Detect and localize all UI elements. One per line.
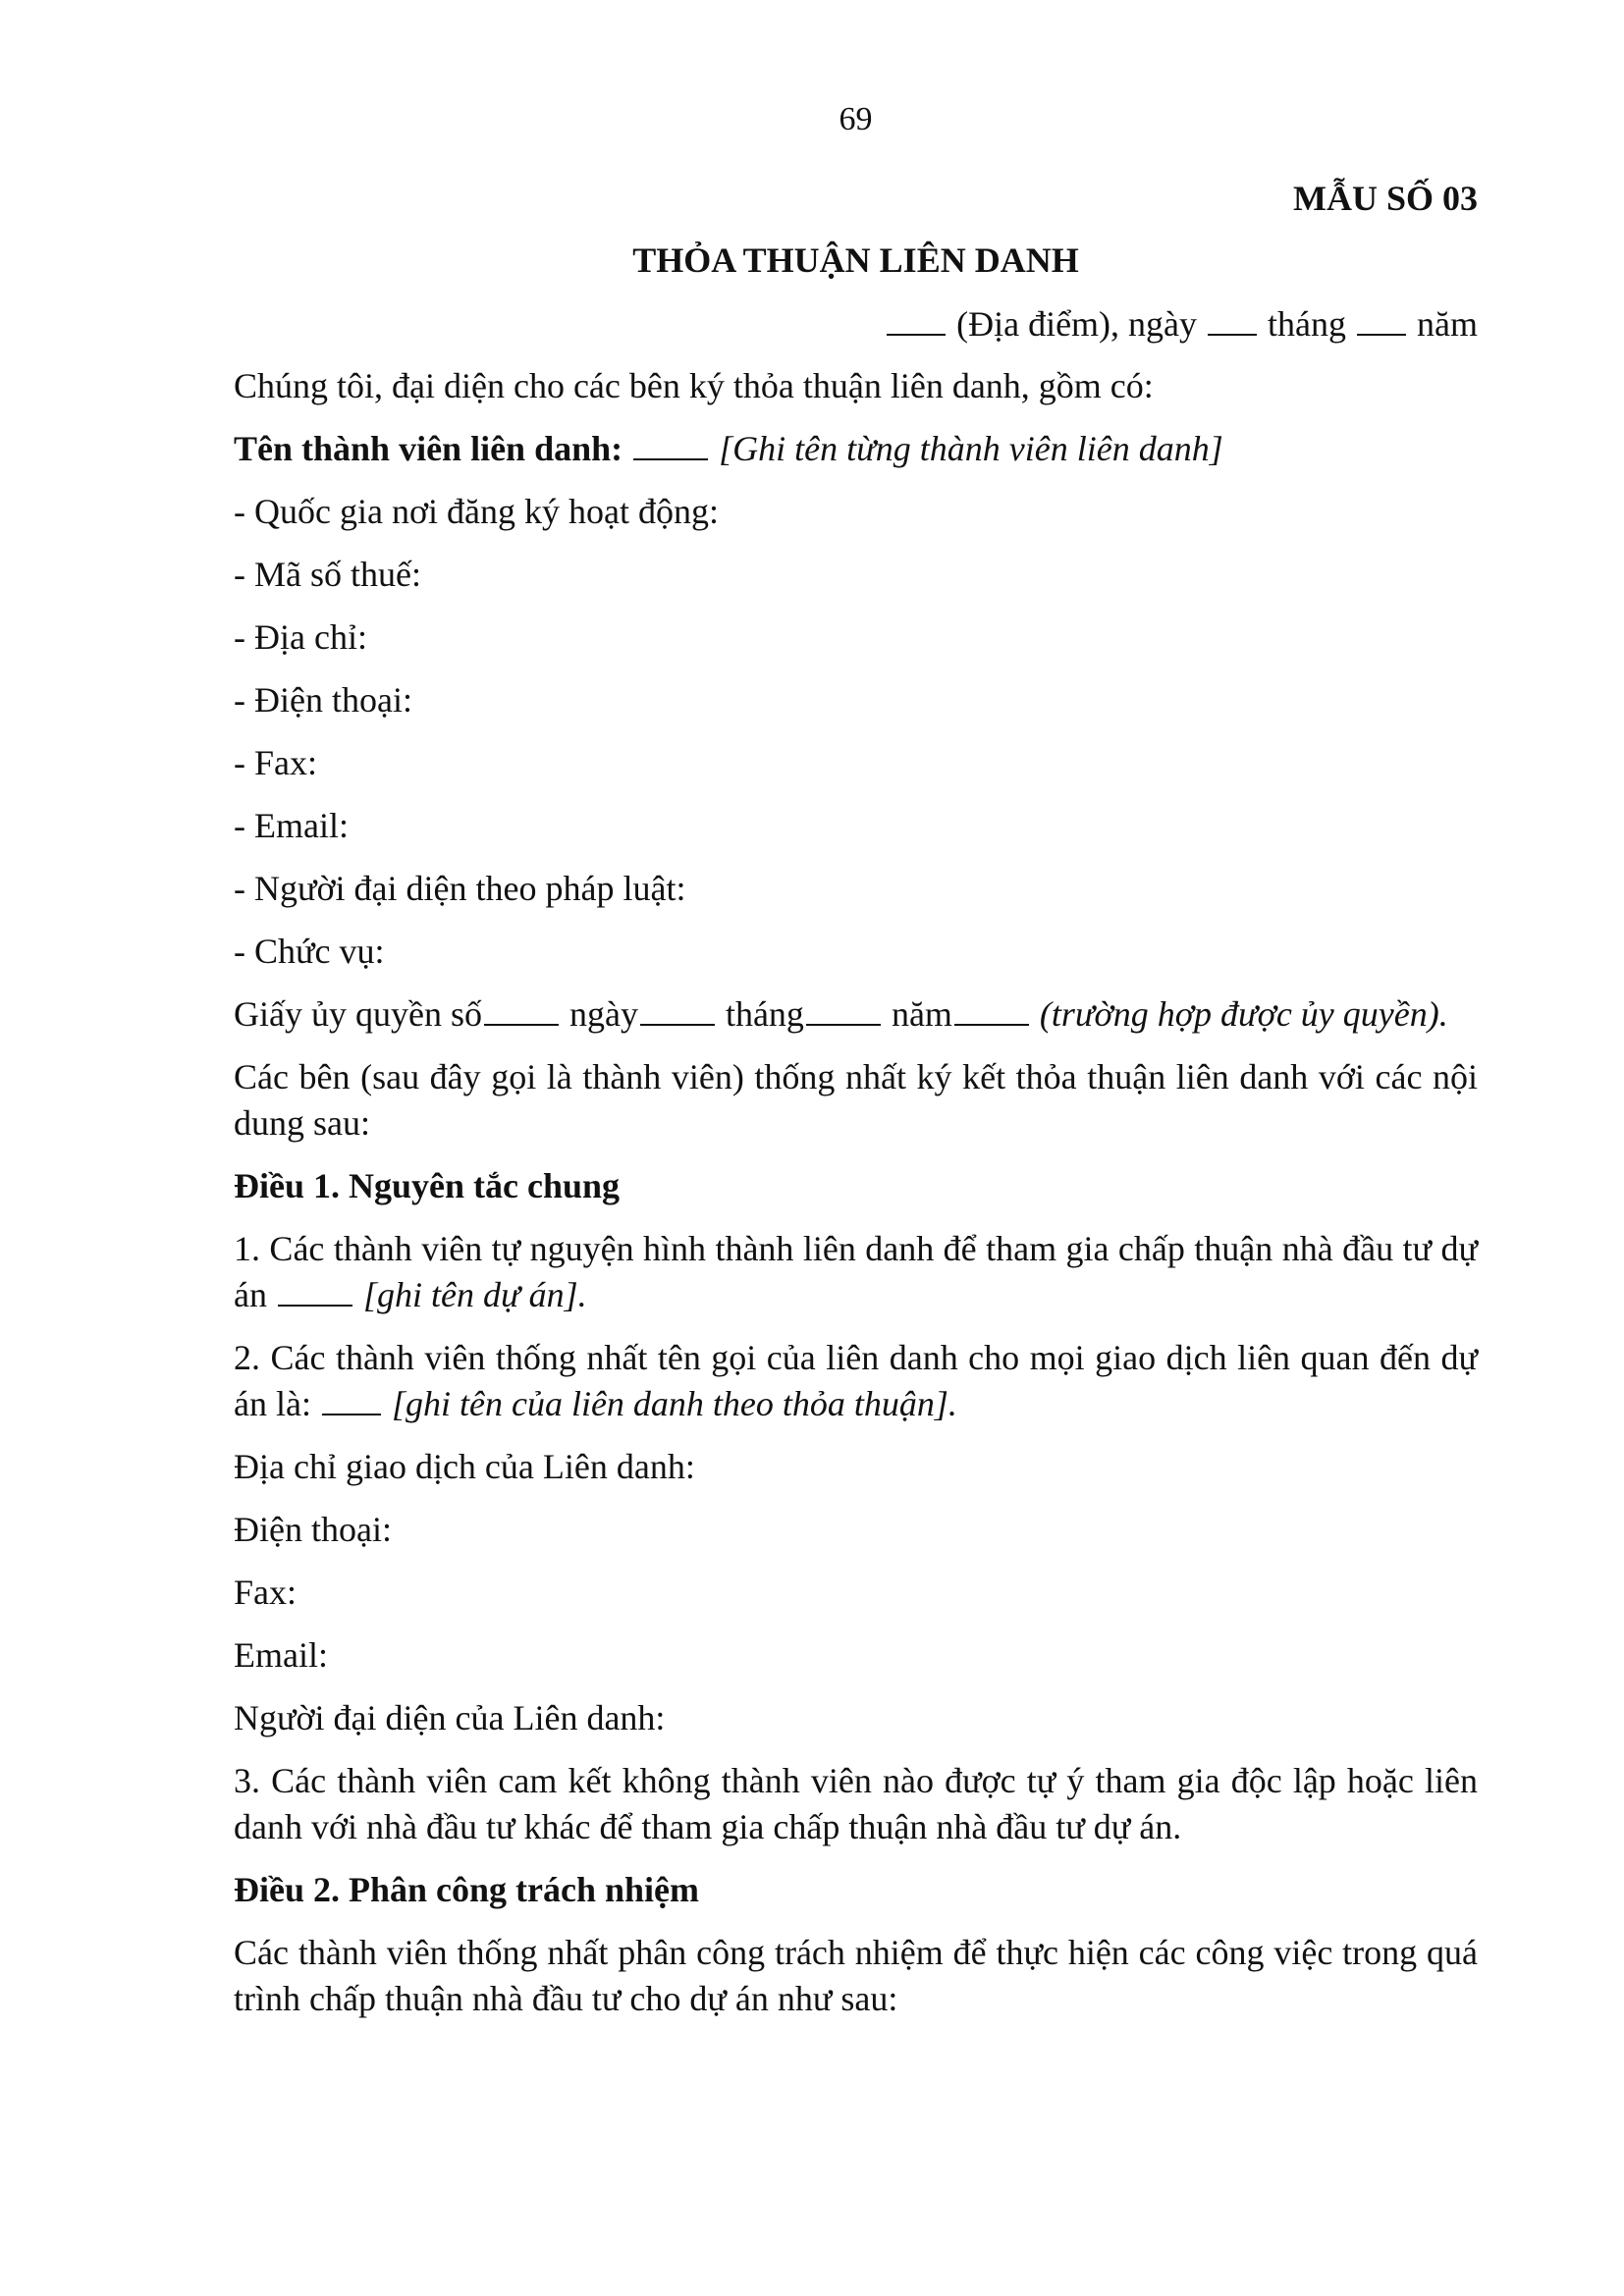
article1-item2-text: 2. Các thành viên thống nhất tên gọi của liên danh cho mọi giao dịch liên quan đến dự án là: xyxy=(234,1338,1478,1423)
day-blank xyxy=(1208,333,1257,336)
authorization-year-blank xyxy=(954,1023,1029,1026)
article1-item1 xyxy=(234,1226,1478,1318)
page-number: 69 xyxy=(839,101,873,137)
authorization-month: tháng xyxy=(725,994,804,1034)
article1-item2-hint: [ghi tên của liên danh theo thỏa thuận]. xyxy=(391,1384,957,1423)
document-body xyxy=(234,363,1478,2039)
authorization-number-blank xyxy=(484,1023,559,1026)
dateline-year: năm xyxy=(1417,304,1478,344)
authorization-day: ngày xyxy=(568,994,638,1034)
agreement-intro: Các bên (sau đây gọi là thành viên) thống nhất ký kết thỏa thuận liên danh với các nội dung sau: xyxy=(234,1057,1478,1143)
authorization-line xyxy=(234,991,1478,1038)
dateline-month: tháng xyxy=(1268,304,1347,344)
article1-item1-text: 1. Các thành viên tự nguyện hình thành liên danh để tham gia chấp thuận nhà đầu tư dự án xyxy=(234,1229,1478,1314)
jv-field-email: Email: xyxy=(234,1635,328,1675)
member-field-email: - Email: xyxy=(234,806,349,845)
jv-field-address: Địa chỉ giao dịch của Liên danh: xyxy=(234,1447,695,1486)
month-blank xyxy=(1357,333,1406,336)
article1-item2 xyxy=(234,1335,1478,1427)
article2-heading: Điều 2. Phân công trách nhiệm xyxy=(234,1870,700,1909)
member-name-line xyxy=(234,426,1478,472)
member-name-hint: [Ghi tên từng thành viên liên danh] xyxy=(719,429,1223,468)
page-title: THỎA THUẬN LIÊN DANH xyxy=(632,240,1079,280)
article2-text: Các thành viên thống nhất phân công trách nhiệm để thực hiện các công việc trong quá trình chấp thuận nhà đầu tư cho dự án như sau: xyxy=(234,1933,1478,2018)
jv-field-representative: Người đại diện của Liên danh: xyxy=(234,1698,666,1737)
authorization-day-blank xyxy=(640,1023,715,1026)
article1-heading: Điều 1. Nguyên tắc chung xyxy=(234,1166,621,1205)
jv-field-fax: Fax: xyxy=(234,1573,298,1612)
member-name-label: Tên thành viên liên danh: xyxy=(234,429,623,468)
place-blank xyxy=(887,333,946,336)
authorization-year: năm xyxy=(891,994,952,1034)
member-field-position: - Chức vụ: xyxy=(234,932,385,971)
member-field-address: - Địa chỉ: xyxy=(234,617,367,657)
member-field-tax-code: - Mã số thuế: xyxy=(234,555,421,594)
jv-field-phone: Điện thoại: xyxy=(234,1510,392,1549)
dateline-place: (Địa điểm), ngày xyxy=(956,304,1198,344)
intro-paragraph: Chúng tôi, đại diện cho các bên ký thỏa thuận liên danh, gồm có: xyxy=(234,366,1154,405)
member-field-country: - Quốc gia nơi đăng ký hoạt động: xyxy=(234,492,719,531)
article1-item1-hint: [ghi tên dự án]. xyxy=(362,1275,587,1314)
document-page xyxy=(234,0,1478,2296)
authorization-label: Giấy ủy quyền số xyxy=(234,994,482,1034)
member-name-blank xyxy=(633,457,708,460)
project-name-blank xyxy=(278,1304,352,1307)
dateline xyxy=(885,302,1478,346)
member-field-phone: - Điện thoại: xyxy=(234,680,412,720)
form-code: MẪU SỐ 03 xyxy=(1293,179,1478,218)
member-field-fax: - Fax: xyxy=(234,743,317,782)
authorization-note: (trường hợp được ủy quyền). xyxy=(1039,994,1448,1034)
article1-item3: 3. Các thành viên cam kết không thành viên nào được tự ý tham gia độc lập hoặc liên danh với nhà đầu tư khác để tham gia chấp thuận nhà đầu tư dự án. xyxy=(234,1761,1478,1846)
jv-name-blank xyxy=(322,1413,381,1415)
member-field-legal-representative: - Người đại diện theo pháp luật: xyxy=(234,869,686,908)
authorization-month-blank xyxy=(806,1023,881,1026)
